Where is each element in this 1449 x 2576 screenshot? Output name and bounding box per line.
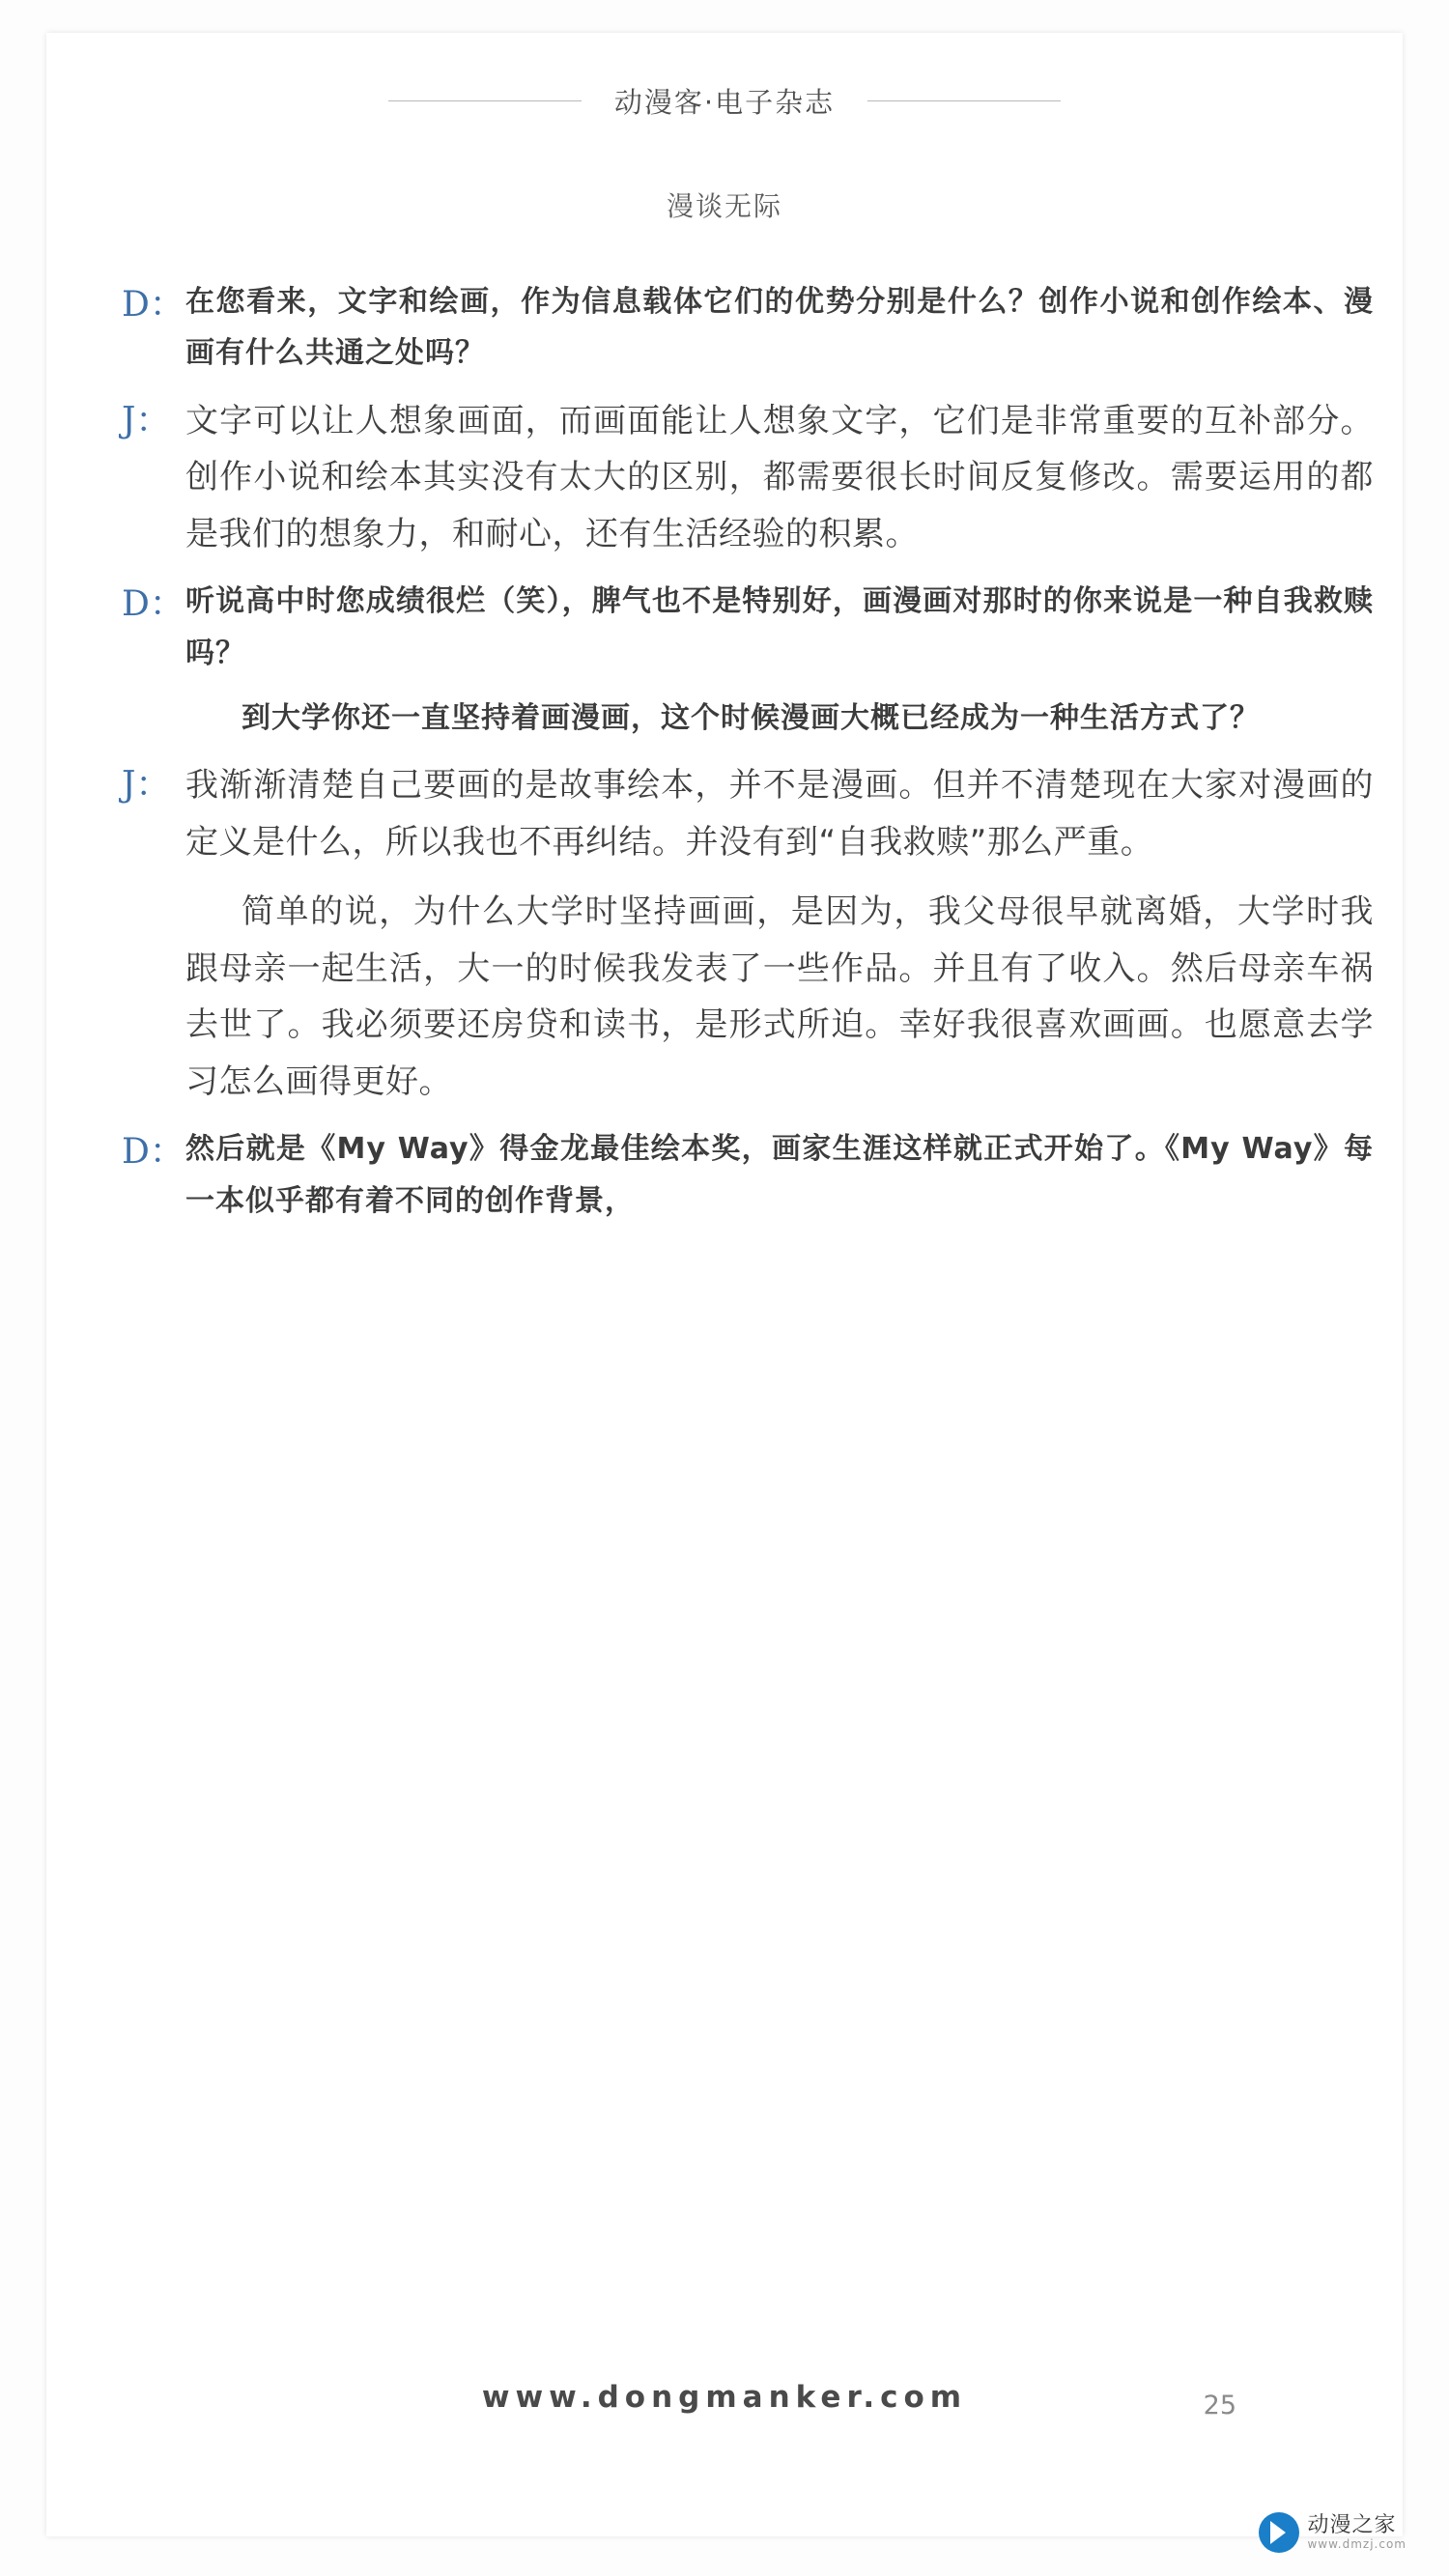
- logo-name: 动漫之家: [1307, 2513, 1397, 2538]
- qa-block-question-3: [122, 1123, 1374, 1227]
- header-rule-right: [867, 100, 1061, 101]
- question-marker: D：: [122, 285, 185, 325]
- answer-marker: J：: [122, 765, 171, 806]
- logo-sub: www.dmzj.com: [1307, 2536, 1406, 2551]
- page-header: [46, 71, 1403, 129]
- question-marker: D：: [122, 584, 185, 625]
- question-text: 听说高中时您成绩很烂（笑），脾气也不是特别好，画漫画对那时的你来说是一种自我救赎吗？: [185, 584, 1374, 670]
- page-number: 25: [1203, 2391, 1236, 2420]
- section-title: 漫谈无际: [666, 190, 782, 222]
- answer-text-continued: 简单的说，为什么大学时坚持画画，是因为，我父母很早就离婚，大学时我跟母亲一起生活，大一的时候我发表了一些作品。并且有了收入。然后母亲车祸去世了。我必须要还房贷和读书，是形式所迫。幸好我很喜欢画画。也愿意去学习怎么画得更好。: [185, 892, 1374, 1101]
- question-text: 在您看来，文字和绘画，作为信息载体它们的优势分别是什么？创作小说和创作绘本、漫画有什么共通之处吗？: [185, 285, 1374, 371]
- question-text: 然后就是《My Way》得金龙最佳绘本奖，画家生涯这样就正式开始了。《My Way》每一本似乎都有着不同的创作背景，: [185, 1132, 1374, 1218]
- play-triangle-icon: [1259, 2512, 1299, 2553]
- page-footer: [46, 2380, 1403, 2415]
- magazine-title: 动漫客·电子杂志: [613, 85, 836, 119]
- logo-text: [1307, 2514, 1406, 2550]
- qa-block-question-1: [122, 276, 1374, 380]
- dmzj-logo[interactable]: [1259, 2512, 1406, 2553]
- qa-block-answer-2-continued: [122, 884, 1374, 1110]
- page-sheet: [46, 33, 1403, 2536]
- article-content: [122, 276, 1374, 1240]
- answer-text: 文字可以让人想象画面，而画面能让人想象文字，它们是非常重要的互补部分。创作小说和绘本其实没有太大的区别，都需要很长时间反复修改。需要运用的都是我们的想象力，和耐心，还有生活经验的积累。: [185, 401, 1374, 553]
- answer-marker: J：: [122, 400, 171, 440]
- header-rule-left: [388, 100, 582, 101]
- answer-text: 我渐渐清楚自己要画的是故事绘本，并不是漫画。但并不清楚现在大家对漫画的定义是什么，所以我也不再纠结。并没有到“自我救赎”那么严重。: [185, 766, 1374, 862]
- qa-block-answer-2: [122, 757, 1374, 870]
- question-text-continued: 到大学你还一直坚持着画漫画，这个时候漫画大概已经成为一种生活方式了？: [242, 700, 1260, 735]
- qa-block-question-2: [122, 576, 1374, 679]
- question-marker: D：: [122, 1132, 185, 1173]
- site-url[interactable]: www.dongmanker.com: [481, 2380, 968, 2415]
- qa-block-answer-1: [122, 393, 1374, 562]
- qa-block-question-2-continued: [122, 693, 1374, 744]
